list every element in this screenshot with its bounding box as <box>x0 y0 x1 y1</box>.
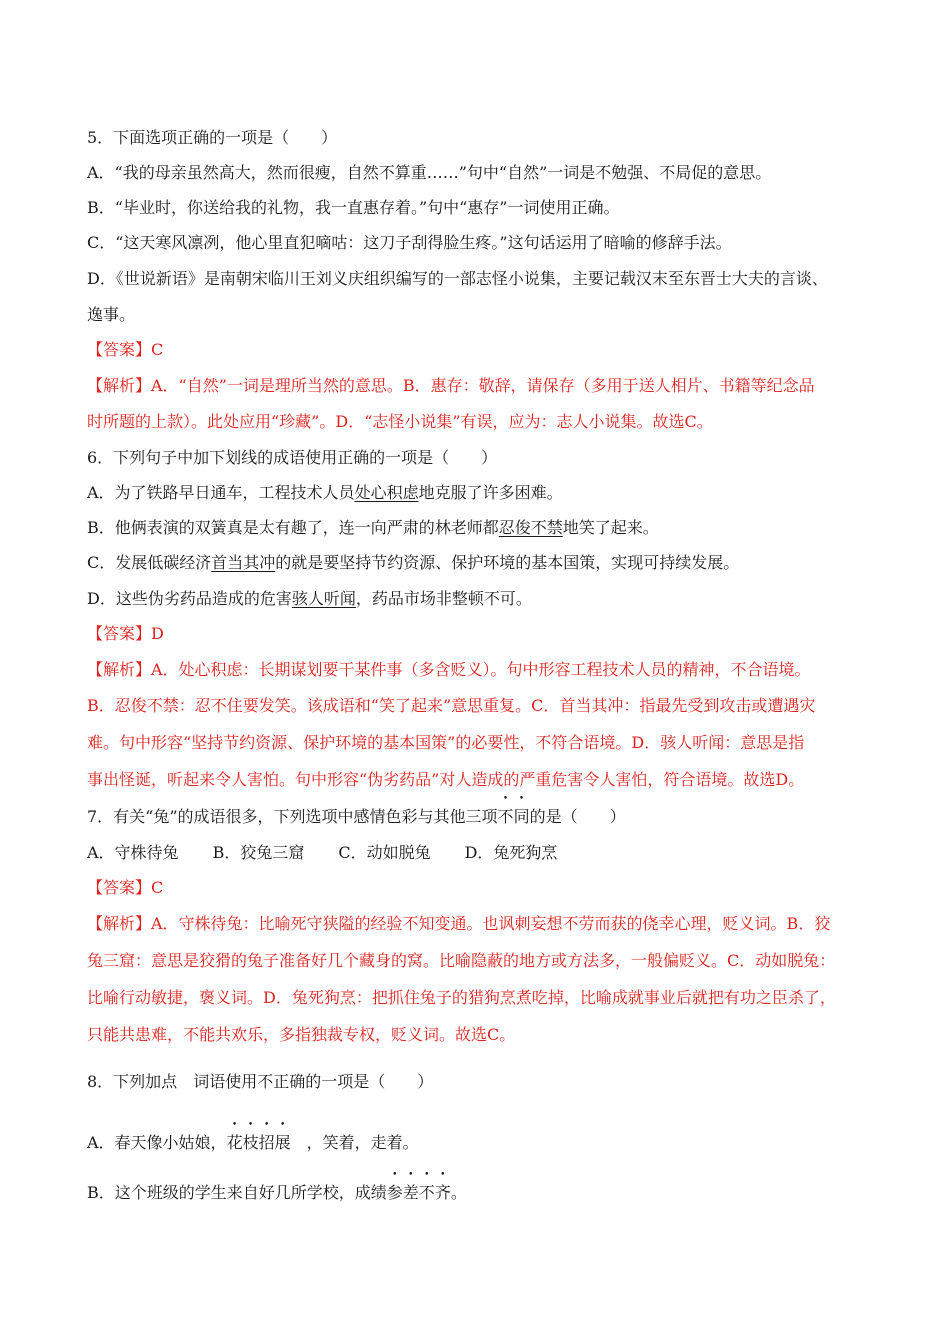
q7-options <box>87 842 890 864</box>
q8-dotted-char: 差 <box>402 1183 419 1202</box>
q7-explanation-line1: 【解析】A．守株待兔：比喻死守狭隘的经验不知变通。也讽刺妄想不劳而获的侥幸心理，贬义词。B．狡 <box>87 914 831 933</box>
q7-stem: 7．有关“兔”的成语很多，下列选项中感情色彩与其他三项不同的是（ ） <box>87 807 626 826</box>
q7-explanation-line2: 兔三窟：意思是狡猾的兔子准备好几个藏身的窝。比喻隐蔽的地方或方法多，一般偏贬义。C．动如脱兔： <box>87 951 836 970</box>
q8-option-b: B．这个班级的学生来自好几所学校，成绩参差不齐。 <box>87 1183 467 1202</box>
q7-option-a: A．守株待兔 <box>87 843 179 862</box>
q5-option-a: A．“我的母亲虽然高大，然而很瘦，自然不算重……”句中“自然”一词是不勉强、不局促的意思。 <box>87 163 772 182</box>
q5-stem: 5．下面选项正确的一项是（ ） <box>87 128 338 147</box>
q5-answer: 【答案】C <box>87 340 164 359</box>
q5-option-d-line2: 逸事。 <box>87 305 136 324</box>
q6-option-c: C．发展低碳经济首当其冲的就是要坚持节约资源、保护环境的基本国策，实现可持续发展。 <box>87 553 740 572</box>
q6-explanation-line2: B．忍俊不禁：忍不住要发笑。该成语和“笑了起来”意思重复。C．首当其冲：指最先受到攻击或遭遇灾 <box>87 696 816 715</box>
q7-option-d: D．兔死狗烹 <box>464 843 558 862</box>
q6-option-d: D．这些伪劣药品造成的危害骇人听闻，药品市场非整顿不可。 <box>87 589 532 608</box>
q7-option-c: C．动如脱兔 <box>338 843 431 862</box>
q6-idiom-a: 处心积虑 <box>354 483 419 502</box>
q5-option-d-line1: D．《世说新语》是南朝宋临川王刘义庆组织编写的一部志怪小说集，主要记载汉末至东晋士大夫的言谈、 <box>87 269 828 288</box>
q6-stem: 6．下列句子中加下划线的成语使用正确的一项是（ ） <box>87 448 498 467</box>
q8-dotted-char: 不 <box>418 1183 435 1202</box>
q5-explanation-line2: 时所题的上款）。此处应用“珍藏”。D．“志怪小说集”有误，应为：志人小说集。故选C。 <box>87 412 713 431</box>
q6-explanation-line1: 【解析】A．处心积虑：长期谋划要干某件事（多含贬义）。句中形容工程技术人员的精神，不合语境。 <box>87 660 811 679</box>
q6-option-b: B．他俩表演的双簧真是太有趣了，连一向严肃的林老师都忍俊不禁地笑了起来。 <box>87 518 659 537</box>
q8-dotted-char: 参 <box>386 1183 403 1202</box>
q6-explanation-line3: 难。句中形容“坚持节约资源、保护环境的基本国策”的必要性，不符合语境。D．骇人听闻：意思是指 <box>87 733 805 752</box>
q8-dotted-char: 齐 <box>434 1183 451 1202</box>
q8-dotted-char: 展 <box>274 1133 291 1152</box>
q8-dotted-char: 招 <box>258 1133 275 1152</box>
q6-idiom-b: 忍俊不禁 <box>498 518 563 537</box>
q5-option-b: B．“毕业时，你送给我的礼物，我一直惠存着。”句中“惠存”一词使用正确。 <box>87 198 620 217</box>
q6-idiom-c: 首当其冲 <box>211 553 276 572</box>
q8-dotted-char: 枝 <box>242 1133 259 1152</box>
q6-idiom-d: 骇人听闻 <box>291 589 356 608</box>
q8-option-a: A．春天像小姑娘，花枝招展 ，笑着，走着。 <box>87 1133 419 1152</box>
q5-explanation-line1: 【解析】A．“自然”一词是理所当然的意思。B．惠存：敬辞，请保存（多用于送人相片、书籍等纪念品 <box>87 376 815 395</box>
q6-explanation-line4: 事出怪诞，听起来令人害怕。句中形容“伪劣药品”对人造成的严重危害令人害怕，符合语境。故选D。 <box>87 770 805 789</box>
q7-explanation-line3: 比喻行动敏捷，褒义词。D．兔死狗烹：把抓住兔子的猎狗烹煮吃掉，比喻成就事业后就把有功之臣杀了， <box>87 988 836 1007</box>
q8-stem: 8．下列加点 词语使用不正确的一项是（ ） <box>87 1072 434 1091</box>
q7-option-b: B．狡兔三窟 <box>212 843 305 862</box>
q7-explanation-line4: 只能共患难，不能共欢乐，多指独裁专权，贬义词。故选C。 <box>87 1025 516 1044</box>
q8-dotted-char: 花 <box>226 1133 243 1152</box>
q5-option-c: C．“这天寒风凛冽，他心里直犯嘀咕：这刀子刮得脸生疼。”这句话运用了暗喻的修辞手法。 <box>87 233 732 252</box>
q7-answer: 【答案】C <box>87 878 164 897</box>
q6-answer: 【答案】D <box>87 624 164 643</box>
q7-dotted-char: 同 <box>513 807 530 826</box>
q6-option-a: A．为了铁路早日通车，工程技术人员处心积虑地克服了许多困难。 <box>87 483 563 502</box>
q7-dotted-char: 不 <box>497 807 514 826</box>
